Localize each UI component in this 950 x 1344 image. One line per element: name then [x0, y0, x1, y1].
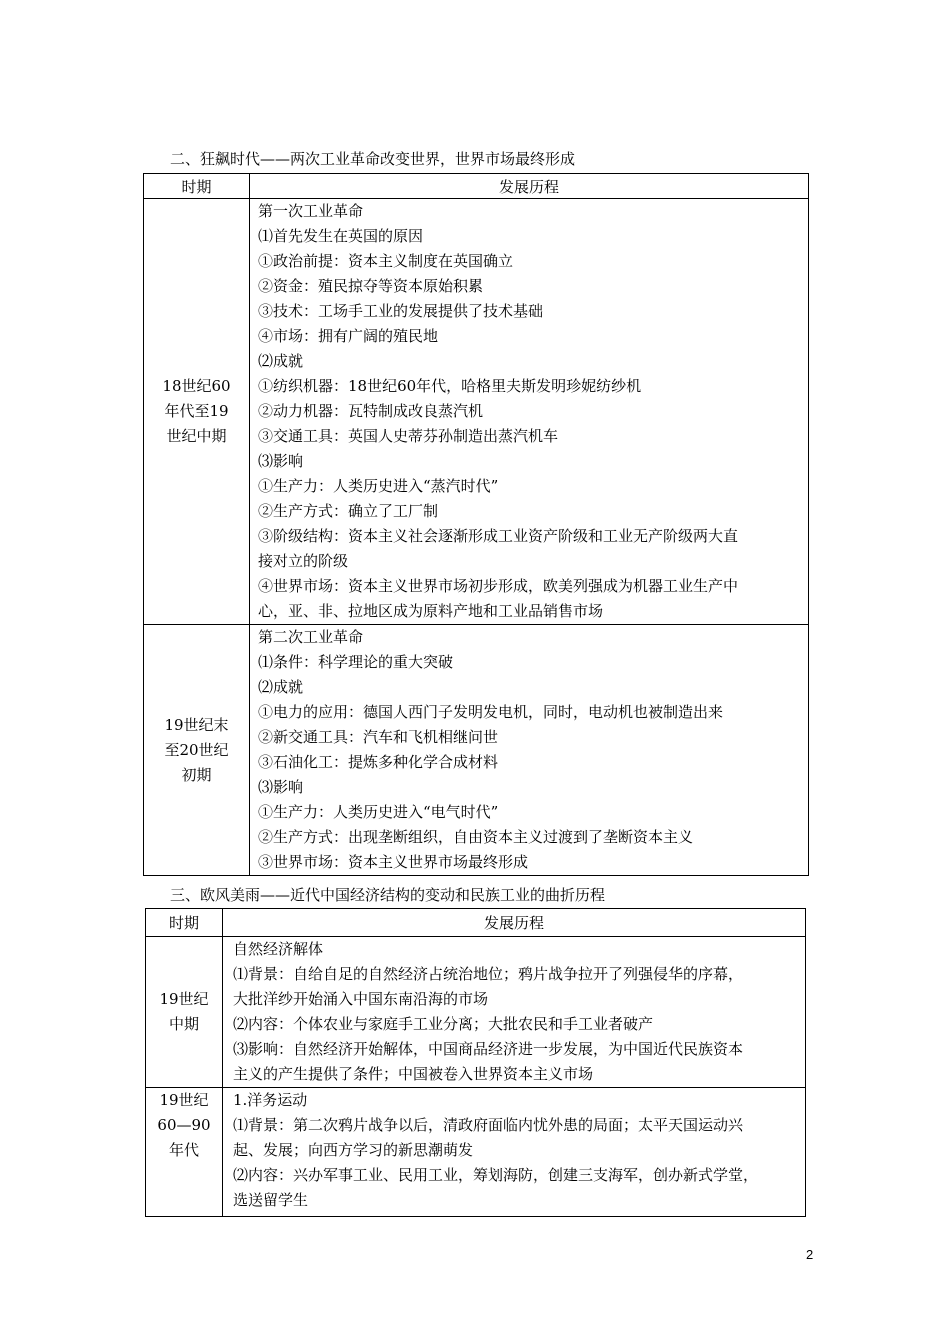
table-row: [146, 937, 806, 1088]
header-progress: 发展历程: [223, 909, 806, 937]
table-row: [146, 1088, 806, 1217]
table-row: [144, 199, 809, 625]
content-cell: 自然经济解体 ⑴背景：自给自足的自然经济占统治地位；鸦片战争拉开了列强侵华的序幕， 大批洋纱开始涌入中国东南沿海的市场 ⑵内容：个体农业与家庭手工业分离；大批农民和手工业者破产 ⑶影响：自然经济开始解体，中国商品经济进一步发展，为中国近代民族资本 主义的产生提供了条件；中国被卷入世界资本主义市场: [223, 937, 806, 1088]
header-progress: 发展历程: [250, 174, 809, 199]
header-period: 时期: [146, 909, 223, 937]
period-cell: 19世纪末 至20世纪 初期: [144, 625, 250, 876]
header-period: 时期: [144, 174, 250, 199]
period-cell: 19世纪 60—90 年代: [146, 1088, 223, 1217]
section-3-table: [145, 908, 806, 1217]
period-cell: 18世纪60 年代至19 世纪中期: [144, 199, 250, 625]
content-cell: 第一次工业革命 ⑴首先发生在英国的原因 ①政治前提：资本主义制度在英国确立 ②资金：殖民掠夺等资本原始积累 ③技术：工场手工业的发展提供了技术基础 ④市场：拥有广阔的殖民地 ⑵成就 ①纺织机器：18世纪60年代，哈格里夫斯发明珍妮纺纱机 ②动力机器：瓦特制成改良蒸汽机 ③交通工具：英国人史蒂芬孙制造出蒸汽机车 ⑶影响 ①生产力：人类历史进入“蒸汽时代” ②生产方式：确立了工厂制 ③阶级结构：资本主义社会逐渐形成工业资产阶级和工业无产阶级两大直 接对立的阶级 ④世界市场：资本主义世界市场初步形成，欧美列强成为机器工业生产中 心，亚、非、拉地区成为原料产地和工业品销售市场: [250, 199, 809, 625]
table-header-row: [144, 174, 809, 199]
table-row: [144, 625, 809, 876]
table-header-row: [146, 909, 806, 937]
section-2-heading: 二、狂飙时代——两次工业革命改变世界，世界市场最终形成: [170, 150, 576, 168]
section-2-table: [143, 173, 809, 876]
page-number: 2: [806, 1247, 814, 1262]
section-3-heading: 三、欧风美雨——近代中国经济结构的变动和民族工业的曲折历程: [170, 886, 606, 904]
period-cell: 19世纪 中期: [146, 937, 223, 1088]
content-cell: 第二次工业革命 ⑴条件：科学理论的重大突破 ⑵成就 ①电力的应用：德国人西门子发明发电机，同时，电动机也被制造出来 ②新交通工具：汽车和飞机相继问世 ③石油化工：提炼多种化学合成材料 ⑶影响 ①生产力：人类历史进入“电气时代” ②生产方式：出现垄断组织，自由资本主义过渡到了垄断资本主义 ③世界市场：资本主义世界市场最终形成: [250, 625, 809, 876]
content-cell: 1.洋务运动 ⑴背景：第二次鸦片战争以后，清政府面临内忧外患的局面；太平天国运动兴 起、发展；向西方学习的新思潮萌发 ⑵内容：兴办军事工业、民用工业，筹划海防，创建三支海军，创办新式学堂， 选送留学生: [223, 1088, 806, 1217]
